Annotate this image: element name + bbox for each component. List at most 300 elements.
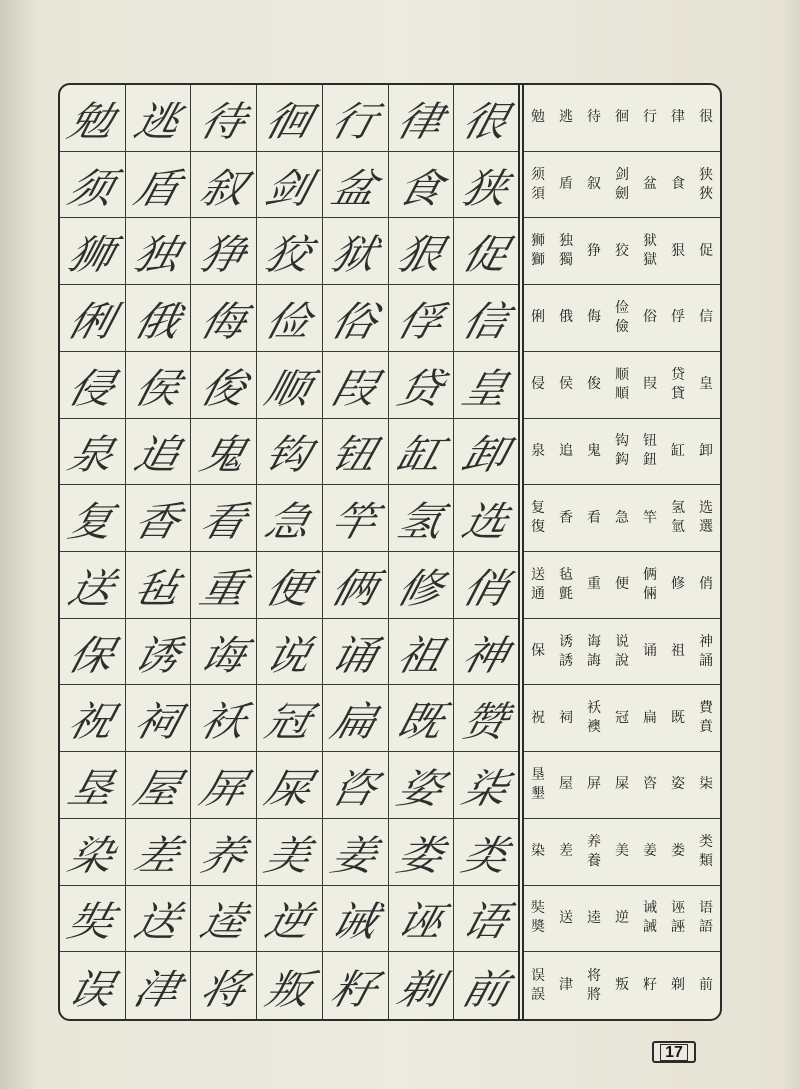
reference-cell [524, 499, 552, 537]
reference-variant-character: 語 [699, 919, 713, 936]
reference-character: 屋 [559, 776, 573, 793]
reference-cell [664, 642, 692, 661]
calligraphy-cell [257, 752, 323, 819]
reference-cell [692, 108, 720, 127]
reference-variant-character: 墾 [531, 785, 545, 802]
reference-cell [552, 842, 580, 861]
reference-cell [524, 709, 552, 728]
calligraphy-character: 冠 [260, 698, 317, 746]
reference-cell [692, 308, 720, 327]
reference-character: 卸 [699, 442, 713, 459]
reference-cell [524, 108, 552, 127]
reference-variant-character: 貸 [671, 385, 685, 402]
calligraphy-character: 前 [457, 966, 513, 1014]
reference-cell [664, 366, 692, 404]
reference-character: 类 [699, 833, 713, 850]
reference-cell [692, 442, 720, 461]
calligraphy-character: 剃 [392, 966, 448, 1014]
calligraphy-character: 养 [194, 832, 251, 880]
calligraphy-cell [191, 886, 257, 953]
calligraphy-cell [257, 285, 323, 352]
reference-character: 毡 [559, 566, 573, 583]
reference-character: 姜 [643, 843, 657, 860]
calligraphy-cell [257, 952, 323, 1019]
reference-character: 香 [559, 509, 573, 526]
reference-character: 行 [643, 109, 657, 126]
calligraphy-cell [454, 552, 520, 619]
calligraphy-cell [389, 685, 455, 752]
reference-cell [552, 775, 580, 794]
reference-row [524, 685, 720, 752]
calligraphy-character: 美 [260, 832, 317, 880]
reference-cell [636, 175, 664, 194]
calligraphy-cell [60, 419, 126, 486]
reference-character: 送 [559, 909, 573, 926]
calligraphy-character: 徊 [260, 98, 317, 146]
reference-row [524, 752, 720, 819]
calligraphy-cell [191, 485, 257, 552]
reference-character: 须 [531, 166, 545, 183]
calligraphy-character: 剑 [260, 165, 317, 213]
calligraphy-cell [126, 552, 192, 619]
calligraphy-character: 祠 [129, 698, 185, 746]
reference-cell [608, 842, 636, 861]
calligraphy-cell [323, 352, 389, 419]
calligraphy-cell [126, 619, 192, 686]
calligraphy-cell [60, 285, 126, 352]
calligraphy-cell [454, 152, 520, 219]
reference-cell [524, 442, 552, 461]
reference-cell [580, 967, 608, 1005]
calligraphy-character: 俘 [392, 298, 448, 346]
reference-character-table [522, 85, 720, 1019]
reference-character: 俊 [587, 376, 601, 393]
reference-cell [580, 775, 608, 794]
reference-character: 既 [671, 709, 685, 726]
reference-variant-character: 誡 [643, 919, 657, 936]
reference-variant-character: 誤 [531, 986, 545, 1003]
calligraphy-character: 顺 [260, 365, 317, 413]
calligraphy-character: 诲 [194, 632, 251, 680]
calligraphy-character: 鬼 [194, 432, 251, 480]
calligraphy-cell [126, 819, 192, 886]
calligraphy-character: 俄 [129, 298, 185, 346]
calligraphy-cell [323, 85, 389, 152]
calligraphy-character: 诬 [392, 899, 448, 947]
calligraphy-character: 狰 [194, 231, 251, 279]
calligraphy-grid [60, 85, 520, 1019]
calligraphy-cell [323, 152, 389, 219]
calligraphy-cell [257, 85, 323, 152]
reference-character: 俗 [643, 309, 657, 326]
calligraphy-cell [389, 819, 455, 886]
reference-variant-character: 誦 [699, 652, 713, 669]
calligraphy-cell [454, 819, 520, 886]
reference-character: 差 [559, 843, 573, 860]
calligraphy-character: 津 [129, 966, 185, 1014]
reference-character: 说 [615, 633, 629, 650]
reference-character: 养 [587, 833, 601, 850]
calligraphy-character: 俊 [194, 365, 251, 413]
calligraphy-cell [454, 285, 520, 352]
reference-cell [552, 566, 580, 604]
calligraphy-character: 叛 [260, 966, 317, 1014]
reference-cell [664, 709, 692, 728]
calligraphy-cell [257, 685, 323, 752]
reference-variant-character: 養 [587, 852, 601, 869]
reference-variant-character: 氈 [559, 585, 573, 602]
reference-character: 俏 [699, 576, 713, 593]
reference-character: 屏 [587, 776, 601, 793]
reference-character: 俩 [643, 566, 657, 583]
calligraphy-cell [323, 218, 389, 285]
calligraphy-cell [126, 85, 192, 152]
reference-cell [580, 633, 608, 671]
reference-character: 逃 [559, 109, 573, 126]
reference-cell [664, 308, 692, 327]
calligraphy-cell [257, 552, 323, 619]
reference-variant-character: 類 [699, 852, 713, 869]
reference-character: 误 [531, 967, 545, 984]
reference-character: 诲 [587, 633, 601, 650]
reference-cell [636, 566, 664, 604]
calligraphy-character: 俭 [260, 298, 317, 346]
reference-character: 俐 [531, 309, 545, 326]
reference-character: 奘 [531, 900, 545, 917]
calligraphy-cell [454, 85, 520, 152]
calligraphy-cell [323, 485, 389, 552]
calligraphy-character: 俏 [457, 565, 513, 613]
calligraphy-character: 独 [129, 231, 185, 279]
calligraphy-character: 促 [457, 231, 513, 279]
reference-character: 便 [615, 576, 629, 593]
calligraphy-character: 侯 [129, 365, 185, 413]
reference-cell [552, 509, 580, 528]
calligraphy-character: 籽 [326, 966, 383, 1014]
reference-variant-character: 鈕 [643, 452, 657, 469]
reference-character: 盾 [559, 176, 573, 193]
reference-character: 送 [531, 566, 545, 583]
reference-character: 狠 [671, 242, 685, 259]
calligraphy-cell [126, 886, 192, 953]
reference-cell [552, 633, 580, 671]
calligraphy-cell [126, 485, 192, 552]
reference-cell [524, 166, 552, 204]
reference-character: 柒 [699, 776, 713, 793]
calligraphy-character: 待 [194, 98, 251, 146]
reference-character: 祠 [559, 709, 573, 726]
reference-cell [580, 175, 608, 194]
reference-character: 贷 [671, 366, 685, 383]
reference-character: 促 [699, 242, 713, 259]
calligraphy-cell [191, 819, 257, 886]
reference-cell [580, 442, 608, 461]
calligraphy-cell [60, 819, 126, 886]
reference-cell [636, 842, 664, 861]
calligraphy-cell [60, 218, 126, 285]
reference-character: 食 [671, 176, 685, 193]
calligraphy-character: 赞 [457, 698, 513, 746]
reference-row [524, 952, 720, 1019]
calligraphy-cell [389, 285, 455, 352]
reference-variant-character: 劍 [615, 185, 629, 202]
reference-row [524, 218, 720, 285]
reference-character: 独 [559, 233, 573, 250]
reference-character: 徊 [615, 109, 629, 126]
calligraphy-cell [126, 419, 192, 486]
calligraphy-cell [389, 752, 455, 819]
calligraphy-character: 皇 [457, 365, 513, 413]
calligraphy-character: 选 [457, 498, 513, 546]
calligraphy-cell [126, 152, 192, 219]
calligraphy-cell [257, 152, 323, 219]
reference-character: 剑 [615, 166, 629, 183]
reference-character: 缸 [671, 442, 685, 459]
calligraphy-cell [454, 952, 520, 1019]
reference-character: 保 [531, 643, 545, 660]
calligraphy-character: 咨 [326, 765, 383, 813]
reference-cell [580, 108, 608, 127]
reference-character: 勉 [531, 109, 545, 126]
reference-cell [524, 232, 552, 270]
reference-character: 俄 [559, 309, 573, 326]
reference-cell [692, 775, 720, 794]
reference-variant-character: 鈎 [615, 452, 629, 469]
reference-variant-character: 說 [615, 652, 629, 669]
reference-cell [552, 709, 580, 728]
calligraphy-character: 保 [63, 632, 120, 680]
calligraphy-character: 侵 [63, 365, 120, 413]
reference-cell [692, 633, 720, 671]
reference-cell [692, 375, 720, 394]
calligraphy-character: 扁 [326, 698, 383, 746]
calligraphy-cell [60, 752, 126, 819]
calligraphy-cell [191, 285, 257, 352]
reference-character: 待 [587, 109, 601, 126]
calligraphy-character: 狭 [457, 165, 513, 213]
reference-character: 狱 [643, 233, 657, 250]
calligraphy-cell [389, 152, 455, 219]
calligraphy-character: 袄 [194, 698, 251, 746]
reference-variant-character: 奬 [531, 919, 545, 936]
calligraphy-cell [191, 619, 257, 686]
calligraphy-cell [126, 218, 192, 285]
reference-character: 祖 [671, 643, 685, 660]
reference-variant-character: 選 [699, 519, 713, 536]
calligraphy-cell [191, 552, 257, 619]
reference-character: 屎 [615, 776, 629, 793]
calligraphy-cell [454, 685, 520, 752]
reference-cell [636, 375, 664, 394]
calligraphy-character: 缸 [392, 432, 448, 480]
calligraphy-cell [60, 952, 126, 1019]
calligraphy-character: 行 [326, 98, 383, 146]
calligraphy-cell [126, 952, 192, 1019]
reference-variant-character: 倆 [643, 585, 657, 602]
calligraphy-character: 语 [457, 899, 513, 947]
calligraphy-cell [191, 352, 257, 419]
reference-cell [552, 308, 580, 327]
reference-character: 娄 [671, 843, 685, 860]
reference-cell [692, 833, 720, 871]
reference-character: 律 [671, 109, 685, 126]
reference-cell [664, 175, 692, 194]
calligraphy-character: 钩 [260, 432, 317, 480]
page-number: 17 [660, 1044, 688, 1061]
reference-variant-character: 順 [615, 385, 629, 402]
calligraphy-character: 俩 [326, 565, 383, 613]
calligraphy-character: 逆 [260, 899, 317, 947]
calligraphy-character: 竿 [326, 498, 383, 546]
calligraphy-cell [257, 218, 323, 285]
reference-cell [524, 766, 552, 804]
reference-cell [692, 575, 720, 594]
reference-variant-character: 通 [531, 585, 545, 602]
reference-variant-character: 賁 [699, 719, 713, 736]
calligraphy-character: 俐 [63, 298, 120, 346]
calligraphy-cell [389, 485, 455, 552]
reference-character: 将 [587, 967, 601, 984]
reference-character: 侮 [587, 309, 601, 326]
reference-variant-character: 獄 [643, 252, 657, 269]
reference-variant-character: 誘 [559, 652, 573, 669]
calligraphy-character: 复 [63, 498, 120, 546]
calligraphy-cell [323, 685, 389, 752]
reference-cell [552, 232, 580, 270]
calligraphy-cell [257, 352, 323, 419]
calligraphy-character: 须 [63, 165, 120, 213]
calligraphy-character: 姜 [326, 832, 383, 880]
reference-cell [524, 842, 552, 861]
reference-character: 氢 [671, 500, 685, 517]
reference-row [524, 285, 720, 352]
calligraphy-cell [257, 819, 323, 886]
reference-character: 语 [699, 900, 713, 917]
calligraphy-character: 钮 [326, 432, 383, 480]
calligraphy-cell [323, 952, 389, 1019]
calligraphy-character: 奘 [63, 899, 120, 947]
reference-cell [664, 976, 692, 995]
calligraphy-character: 侮 [194, 298, 251, 346]
reference-cell [664, 108, 692, 127]
calligraphy-cell [126, 685, 192, 752]
calligraphy-cell [454, 352, 520, 419]
reference-cell [552, 909, 580, 928]
calligraphy-cell [323, 886, 389, 953]
calligraphy-character: 逵 [194, 899, 251, 947]
reference-cell [664, 575, 692, 594]
calligraphy-cell [389, 85, 455, 152]
calligraphy-cell [191, 152, 257, 219]
reference-cell [636, 899, 664, 937]
reference-character: 选 [699, 500, 713, 517]
calligraphy-cell [389, 352, 455, 419]
reference-character: 叛 [615, 977, 629, 994]
calligraphy-character: 便 [260, 565, 317, 613]
reference-cell [552, 442, 580, 461]
calligraphy-cell [60, 152, 126, 219]
reference-character: 急 [615, 509, 629, 526]
calligraphy-cell [454, 886, 520, 953]
calligraphy-cell [323, 819, 389, 886]
calligraphy-cell [191, 218, 257, 285]
reference-character: 染 [531, 843, 545, 860]
reference-character: 籽 [643, 977, 657, 994]
reference-cell [580, 909, 608, 928]
reference-cell [580, 699, 608, 737]
calligraphy-character: 急 [260, 498, 317, 546]
calligraphy-cell [389, 886, 455, 953]
calligraphy-character: 差 [129, 832, 185, 880]
calligraphy-cell [323, 419, 389, 486]
reference-character: 狮 [531, 233, 545, 250]
calligraphy-character: 诵 [326, 632, 383, 680]
calligraphy-cell [323, 552, 389, 619]
reference-character: 逆 [615, 909, 629, 926]
calligraphy-character: 氢 [392, 498, 448, 546]
reference-cell [524, 899, 552, 937]
reference-character: 诬 [671, 900, 685, 917]
calligraphy-character: 看 [194, 498, 251, 546]
calligraphy-character: 送 [63, 565, 120, 613]
calligraphy-cell [60, 886, 126, 953]
calligraphy-character: 娄 [392, 832, 448, 880]
calligraphy-character: 屋 [129, 765, 185, 813]
calligraphy-cell [126, 285, 192, 352]
calligraphy-cell [389, 552, 455, 619]
calligraphy-cell [257, 419, 323, 486]
reference-cell [552, 375, 580, 394]
reference-row [524, 619, 720, 686]
calligraphy-cell [191, 952, 257, 1019]
reference-character: 修 [671, 576, 685, 593]
calligraphy-cell [126, 352, 192, 419]
reference-variant-character: 儉 [615, 318, 629, 335]
reference-character: 诱 [559, 633, 573, 650]
reference-cell [552, 175, 580, 194]
calligraphy-character: 律 [392, 98, 448, 146]
reference-cell [580, 509, 608, 528]
reference-character: 神 [699, 633, 713, 650]
calligraphy-character: 追 [129, 432, 185, 480]
reference-cell [608, 575, 636, 594]
reference-cell [580, 308, 608, 327]
reference-row [524, 886, 720, 953]
calligraphy-cell [454, 218, 520, 285]
calligraphy-cell [191, 85, 257, 152]
reference-character: 侵 [531, 376, 545, 393]
reference-character: 叙 [587, 176, 601, 193]
calligraphy-cell [60, 485, 126, 552]
calligraphy-character: 送 [129, 899, 185, 947]
reference-cell [608, 976, 636, 995]
calligraphy-cell [454, 619, 520, 686]
reference-cell [524, 642, 552, 661]
reference-cell [636, 509, 664, 528]
reference-cell [636, 432, 664, 470]
reference-cell [608, 366, 636, 404]
reference-cell [552, 108, 580, 127]
calligraphy-character: 染 [63, 832, 120, 880]
calligraphy-character: 祝 [63, 698, 120, 746]
calligraphy-cell [389, 619, 455, 686]
calligraphy-cell [389, 419, 455, 486]
calligraphy-character: 狡 [260, 231, 317, 279]
reference-cell [636, 642, 664, 661]
reference-cell [524, 308, 552, 327]
calligraphy-cell [323, 619, 389, 686]
reference-cell [524, 967, 552, 1005]
